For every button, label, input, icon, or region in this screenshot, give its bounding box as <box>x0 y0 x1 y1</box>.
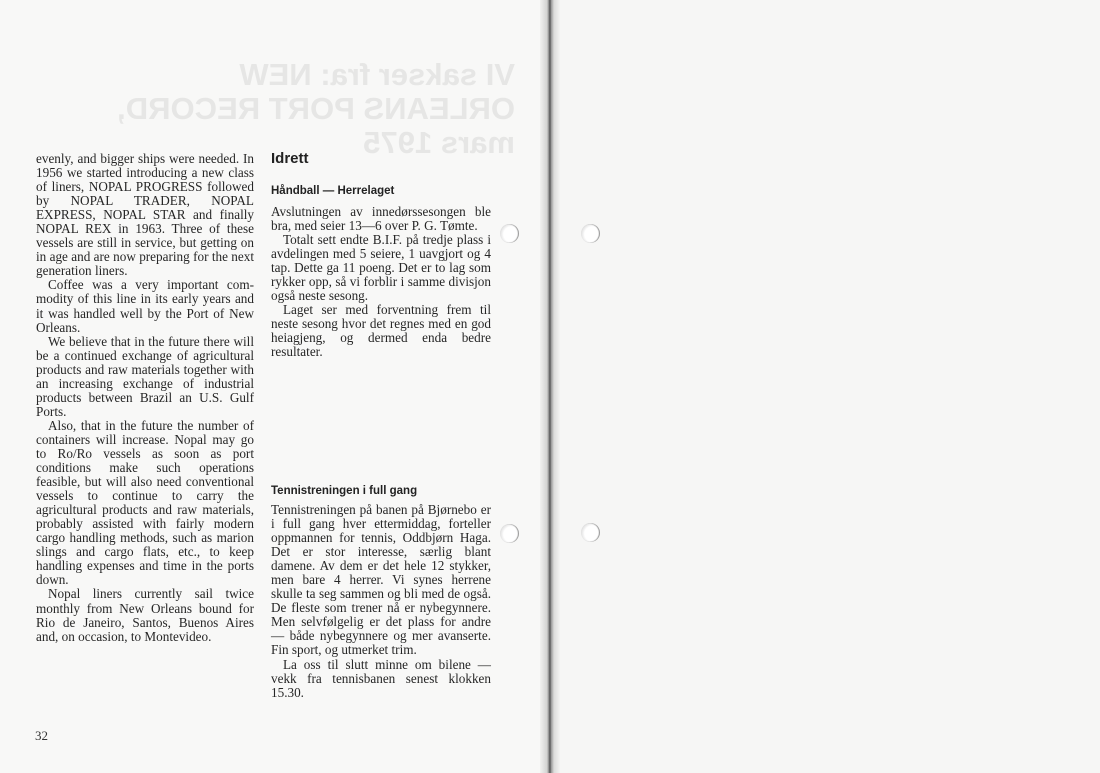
punch-hole <box>500 524 519 543</box>
right-page-blank <box>553 0 1100 773</box>
paragraph: Nopal liners currently sail twice monthly from New Orleans bound for Rio de Janeiro, Santos, Buenos Aires and, on occasion, to Montevideo. <box>36 586 254 644</box>
paragraph: La oss til slutt minne om bilene — vekk fra tennisbanen senest klokken 15.30. <box>271 656 491 700</box>
paragraph: Laget ser med forventning frem til neste sesong hvor det regnes med en god heiagjeng, og dermed enda bedre resultater. <box>271 302 491 360</box>
section-heading: Idrett <box>271 150 309 167</box>
punch-hole <box>581 224 600 243</box>
article-heading: Håndball — Herrelaget <box>271 185 395 197</box>
punch-hole <box>500 224 519 243</box>
book-gutter <box>540 0 560 773</box>
paragraph: Also, that in the future the number of containers will increase. Nopal may go to Ro/Ro vessels as soon as port conditions make such operations feasible, but will also need conventional vessels to continue to carry the agricultural products and raw materials, probably assisted with fairly modern cargo handling methods, such as marion slings and cargo flats, etc., to keep handling expenses and time in the ports down. <box>36 417 254 588</box>
left-column-text <box>36 152 254 644</box>
show-through-text: VI sakser fra: NEW ORLEANS PORT RECORD, mars 1975 <box>117 57 515 160</box>
article-body <box>271 503 491 700</box>
paragraph: Tennistreningen på banen på Bjørnebo er i full gang hver ettermiddag, forteller oppmannen for tennis, Oddbjørn Haga. Det er stor interesse, særlig blant damene. Av dem er det hele 12 stykker, men bare 4 herrer. Vi synes herrene skulle ta seg sammen og bli med de også. De fleste som trener nå er nybegynnere. Men selvfølgelig er det plass for andre — både nybegynnere og mer avanserte. Fin sport, og utmerket trim. <box>271 502 491 658</box>
page-number: 32 <box>35 728 48 743</box>
paragraph: Coffee was a very important commodity of this line in its early years and it was handled well by the Port of New Orleans. <box>36 277 254 335</box>
paragraph: Avslutningen av innedørssesongen ble bra, med seier 13—6 over P. G. Tømte. <box>271 204 491 234</box>
paragraph: Totalt sett endte B.I.F. på tredje plass i avdelingen med 5 seiere, 1 uavgjort og 4 tap. Dette ga 11 poeng. Det er to lag som rykker opp, så vi forblir i samme divisjon også neste sesong. <box>271 232 491 304</box>
article-body <box>271 205 491 360</box>
article-heading: Tennistreningen i full gang <box>271 485 418 497</box>
left-page <box>0 0 548 773</box>
punch-hole <box>581 523 600 542</box>
paragraph: evenly, and bigger ships were needed. In 1956 we started introducing a new class of liners, NOPAL PROGRESS followed by NOPAL TRADER, NOPAL EXPRESS, NOPAL STAR and finally NOPAL REX in 1963. Three of these vessels are still in service, but getting on in age and are now preparing for the next generation liners. <box>36 151 254 279</box>
paragraph: We believe that in the future there will be a continued exchange of agricultural products and raw materials together with an increasing exchange of industrial products between Brazil an U.S. Gulf Ports. <box>36 333 254 419</box>
